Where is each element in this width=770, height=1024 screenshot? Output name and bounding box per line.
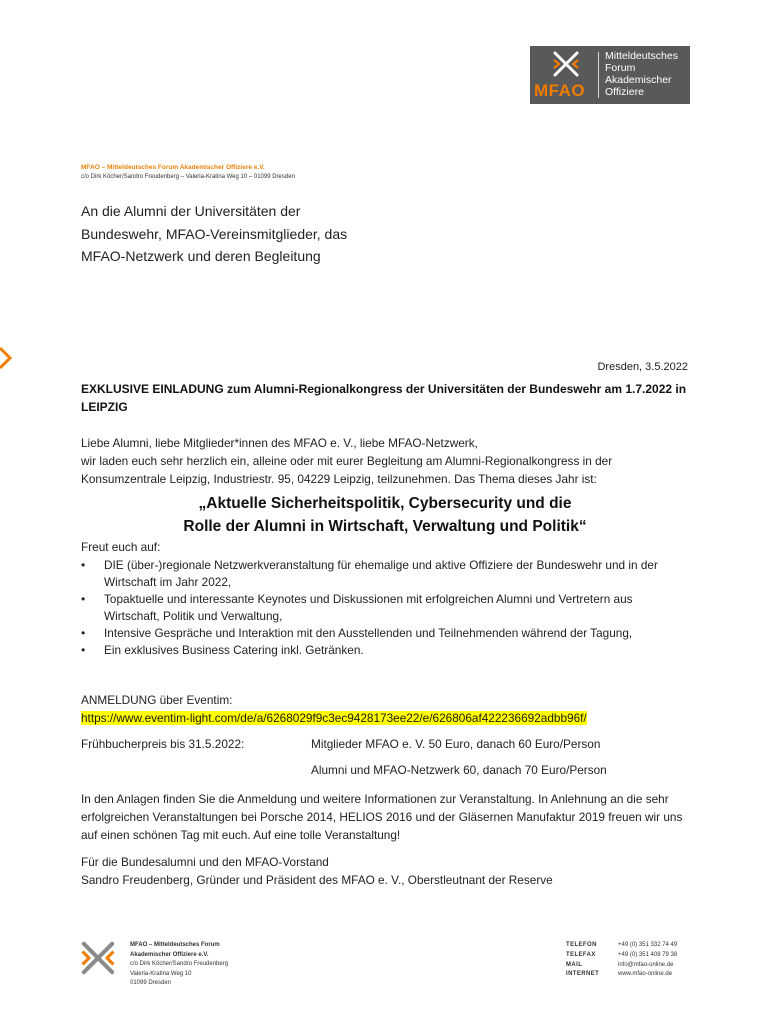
registration-label: ANMELDUNG über Eventim: — [81, 693, 233, 707]
list-item: • Topaktuelle und interessante Keynotes und Diskussionen mit erfolgreichen Alumni und Vertretern aus Wirtschaft, Politik und Verwaltung, — [81, 591, 691, 625]
footer-org-line: c/o Dirk Köcher/Sandro Freudenberg — [130, 961, 229, 968]
greeting: Liebe Alumni, liebe Mitglieder*innen des MFAO e. V., liebe MFAO-Netzwerk, — [81, 436, 478, 450]
list-item: • DIE (über-)regionale Netzwerkveranstaltung für ehemalige und aktive Offiziere der Bundeswehr und in der Wirtschaft im Jahr 2022, — [81, 557, 691, 591]
letter-date: Dresden, 3.5.2022 — [597, 361, 688, 373]
contact-website[interactable]: www.mfao-online.de — [618, 971, 673, 978]
price-members: Mitglieder MFAO e. V. 50 Euro, danach 60 Euro/Person — [311, 737, 601, 751]
contact-key: MAIL — [566, 961, 583, 968]
list-item: • Intensive Gespräche und Interaktion mit den Ausstellenden und Teilnehmenden während der Tagung, — [81, 625, 691, 642]
theme-line: Rolle der Alumni in Wirtschaft, Verwaltung und Politik“ — [183, 518, 587, 535]
contact-key: TELEFON — [566, 942, 597, 948]
highlights-list — [81, 557, 691, 659]
logo-emblem — [530, 46, 598, 104]
footer-org-line: 01099 Dresden — [130, 980, 172, 987]
logo-abbreviation: MFAO — [534, 81, 586, 100]
footer-org-line: MFAO – Mitteldeutsches Forum — [130, 942, 220, 948]
contact-fax: +49 (0) 351 408 79 38 — [618, 951, 678, 958]
price-alumni: Alumni und MFAO-Netzwerk 60, danach 70 Euro/Person — [311, 763, 607, 777]
theme-line: „Aktuelle Sicherheitspolitik, Cybersecurity und die — [198, 495, 572, 512]
logo-line: Akademischer — [605, 74, 672, 86]
sender-organization: MFAO – Mitteldeutsches Forum Akademischer Offiziere e.V. — [81, 164, 265, 171]
footer-org-line: Valeria-Kratina Weg 10 — [130, 970, 192, 977]
logo-wordmark — [599, 46, 678, 104]
recipient-block — [81, 200, 347, 268]
letter-subject: EXKLUSIVE EINLADUNG zum Alumni-Regionalkongress der Universitäten der Bundeswehr am 1.7.2022 in LEIPZIG — [81, 382, 687, 414]
footer-contact — [566, 941, 677, 980]
mfao-logo — [530, 46, 690, 104]
early-bird-label: Frühbucherpreis bis 31.5.2022: — [81, 737, 245, 751]
event-theme — [81, 492, 689, 538]
contact-key: INTERNET — [566, 971, 600, 978]
contact-phone: +49 (0) 351 332 74 49 — [618, 942, 678, 948]
intro-paragraph: wir laden euch sehr herzlich ein, alleine oder mit eurer Begleitung am Alumni-Regionalkongress in der Konsumzentrale Leipzig, Industriestr. 95, 04229 Leipzig, teilzunehmen. Das Thema dieses Jahr ist: — [81, 454, 613, 486]
footer-organization — [130, 941, 228, 989]
looking-forward-label: Freut euch auf: — [81, 540, 161, 554]
crossed-arrows-icon — [552, 50, 580, 78]
signature-line-1: Für die Bundesalumni und den MFAO-Vorstand — [81, 855, 329, 869]
list-item: • Ein exklusives Business Catering inkl. Getränken. — [81, 642, 691, 659]
footer-logo-icon — [80, 940, 116, 976]
registration-link-row — [81, 709, 691, 727]
signature-line-2: Sandro Freudenberg, Gründer und Präsident des MFAO e. V., Oberstleutnant der Reserve — [81, 873, 553, 887]
fold-mark-chevron-icon — [0, 346, 14, 370]
recipient-line: Bundeswehr, MFAO-Vereinsmitglieder, das — [81, 225, 348, 242]
contact-email[interactable]: info@mfao-online.de — [618, 961, 674, 968]
logo-line: Forum — [605, 62, 636, 74]
recipient-line: MFAO-Netzwerk und deren Begleitung — [81, 248, 321, 264]
logo-line: Offiziere — [605, 86, 644, 98]
footer-org-line: Akademischer Offiziere e.V. — [130, 951, 209, 958]
logo-line: Mitteldeutsches — [605, 50, 678, 62]
sender-address: c/o Dirk Köcher/Sandro Freudenberg – Valeria-Kratina Weg 10 – 01099 Dresden — [81, 174, 295, 180]
recipient-line: An die Alumni der Universitäten der — [81, 203, 301, 219]
registration-link[interactable]: https://www.eventim-light.com/de/a/6268029f9c3ec9428173ee22/e/626806af422236692adbb96f/ — [81, 711, 587, 725]
closing-paragraph: In den Anlagen finden Sie die Anmeldung und weitere Informationen zur Veranstaltung. In Anlehnung an die sehr erfolgreichen Veranstaltungen bei Porsche 2014, HELIOS 2016 und der Gläsernen Manufaktur 2019 freuen wir uns auf einen schönen Tag mit euch. Auf eine tolle Veranstaltung! — [81, 792, 683, 842]
contact-key: TELEFAX — [566, 951, 596, 958]
